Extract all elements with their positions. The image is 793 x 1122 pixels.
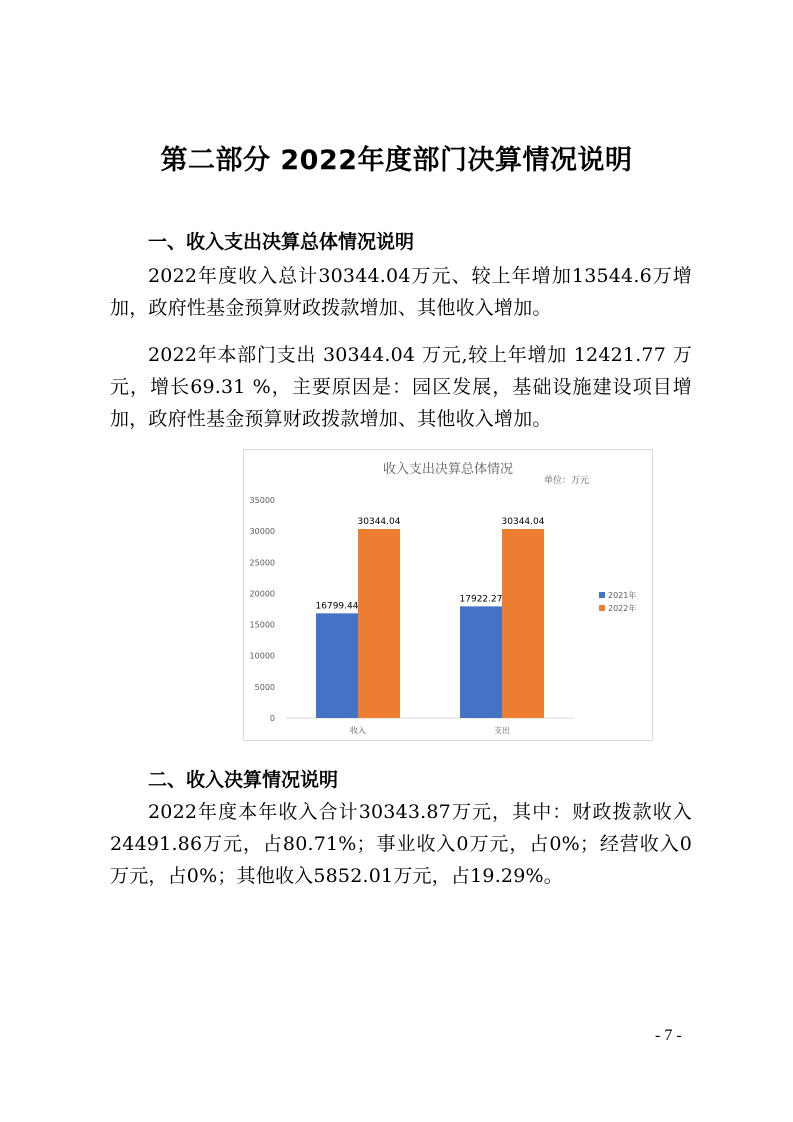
y-tick-label: 10000 <box>249 651 275 661</box>
paragraph-expense-total: 2022年本部门支出 30344.04 万元,较上年增加 12421.77 万元，增长69.31 %，主要原因是：园区发展，基础设施建设项目增加，政府性基金预算财政拨款增加、其他收入增加。 <box>110 344 692 430</box>
legend-swatch <box>599 605 605 611</box>
paragraph-income-detail: 2022年度本年收入合计30343.87万元，其中：财政拨款收入24491.86万元，占80.71%；事业收入0万元，占0%；经营收入0万元，占0%；其他收入5852.01万元，占19.29%。 <box>110 801 692 887</box>
chart-unit-note: 单位：万元 <box>543 476 589 486</box>
data-label: 17922.27 <box>459 594 503 605</box>
data-label: 30344.04 <box>357 517 401 527</box>
y-tick-label: 5000 <box>254 682 275 692</box>
x-tick-label: 支出 <box>494 726 510 735</box>
page-title: 第二部分 2022年度部门决算情况说明 <box>160 145 633 176</box>
bar-2021 <box>460 606 502 718</box>
legend-swatch <box>599 592 605 598</box>
legend-label: 2021年 <box>608 591 637 600</box>
data-label: 30344.04 <box>501 517 545 527</box>
y-tick-label: 30000 <box>249 527 275 537</box>
data-label: 16799.44 <box>315 601 359 612</box>
page-number: - 7 - <box>655 1027 682 1044</box>
income-expense-chart <box>243 449 653 741</box>
y-tick-label: 15000 <box>249 620 275 630</box>
y-tick-label: 35000 <box>249 496 275 505</box>
bar-2022 <box>502 529 544 718</box>
y-tick-label: 20000 <box>249 589 275 599</box>
chart-title: 收入支出决算总体情况 <box>382 462 514 477</box>
bar-2022 <box>358 529 400 718</box>
legend-label: 2022年 <box>608 604 637 613</box>
bar-2021 <box>316 613 358 718</box>
section-heading-income-expense: 一、收入支出决算总体情况说明 <box>148 231 415 253</box>
x-tick-label: 收入 <box>350 726 366 735</box>
paragraph-income-total: 2022年度收入总计30344.04万元、较上年增加13544.6万增加，政府性基金预算财政拨款增加、其他收入增加。 <box>110 265 692 319</box>
y-tick-label: 25000 <box>249 558 275 568</box>
y-tick-label: 0 <box>269 714 275 723</box>
section-heading-income: 二、收入决算情况说明 <box>148 769 339 791</box>
chart-canvas <box>244 450 652 740</box>
